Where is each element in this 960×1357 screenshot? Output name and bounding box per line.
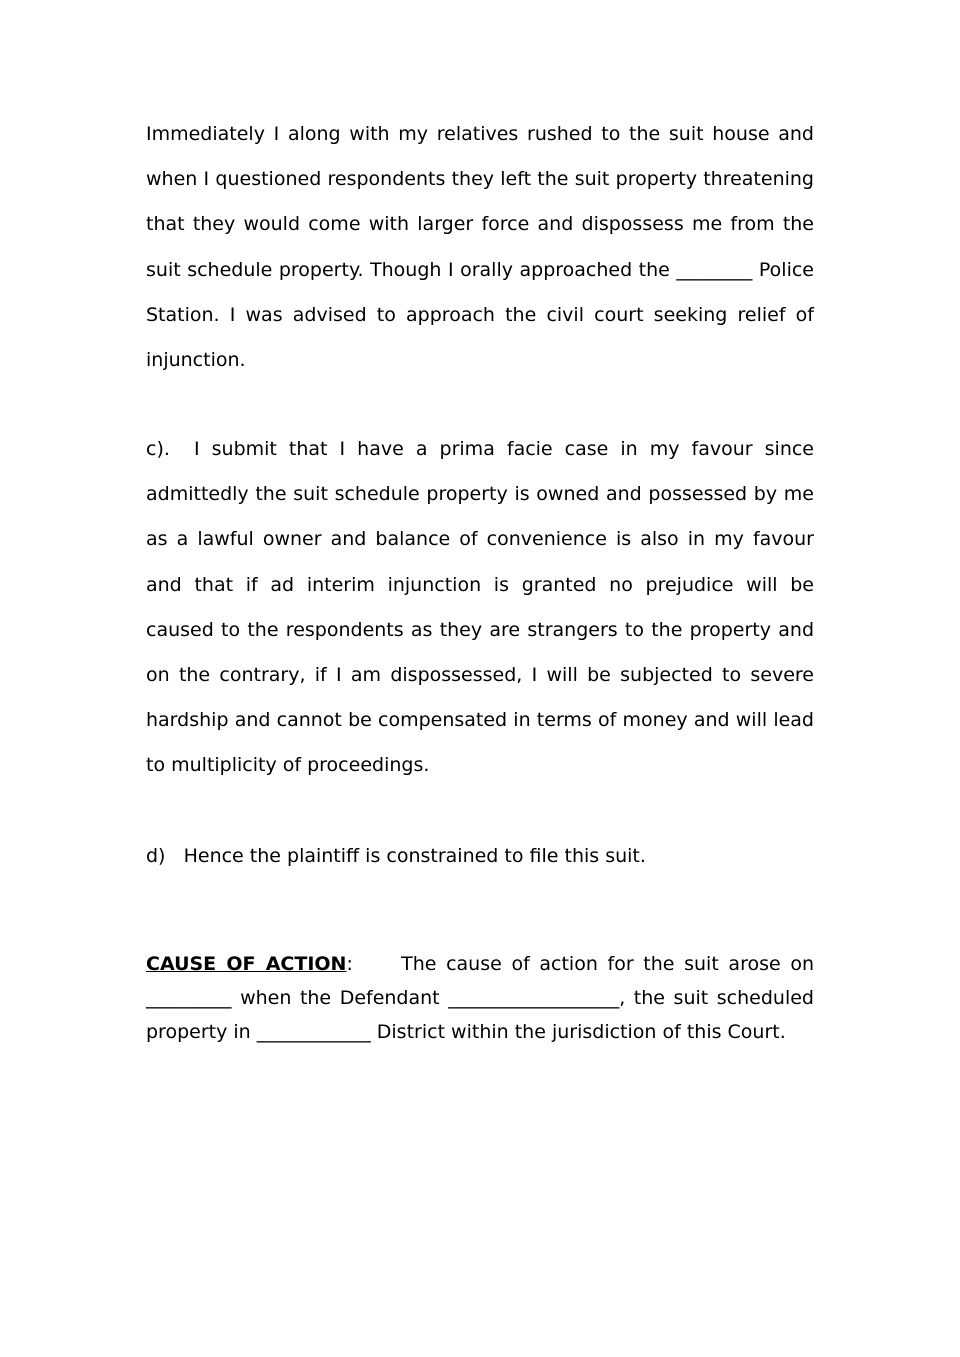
paragraph-injunction-background: Immediately I along with my relatives rushed to the suit house and when I questioned respondents they left the suit property threatening that they would come with larger force and dispossess me from the suit schedule property. Though I orally approached the ________ Police Station. I was advised to approach the civil court seeking relief of injunction. xyxy=(146,123,814,372)
paragraph-d-constrained: d) Hence the plaintiff is constrained to file this suit. xyxy=(146,845,646,867)
cause-of-action-heading: CAUSE OF ACTION xyxy=(146,953,347,975)
cause-of-action-text: The cause of action for the suit arose on _________ when the Defendant __________________, the suit scheduled property in ____________ District within the jurisdiction of this Court. xyxy=(146,953,814,1043)
cause-of-action-separator: : xyxy=(346,953,402,975)
cause-of-action-section xyxy=(146,947,814,1049)
paragraph-c-prima-facie: c). I submit that I have a prima facie case in my favour since admittedly the suit schedule property is owned and possessed by me as a lawful owner and balance of convenience is also in my favour and that if ad interim injunction is granted no prejudice will be caused to the respondents as they are strangers to the property and on the contrary, if I am dispossessed, I will be subjected to severe hardship and cannot be compensated in terms of money and will lead to multiplicity of proceedings. xyxy=(146,438,814,777)
